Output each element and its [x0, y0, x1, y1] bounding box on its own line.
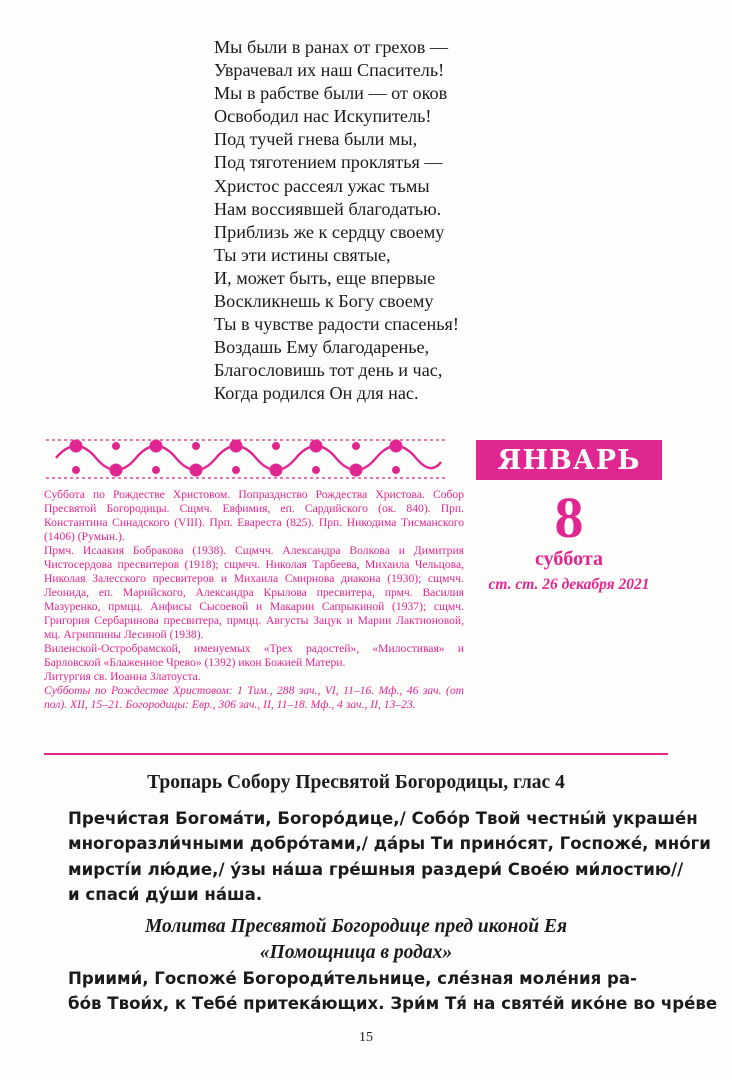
poem-line: Ты в чувстве радости спасенья! [214, 314, 459, 335]
page-number: 15 [359, 1030, 373, 1045]
old-style-date: ст. ст. 26 декабря 2021 [488, 576, 650, 593]
prayer-title-line: «Помощница в родах» [259, 942, 453, 963]
poem-line: Освободил нас Искупитель! [214, 106, 432, 127]
saints-paragraph: Прмч. Исаакия Бобракова (1938). Сщмчч. Александра Волкова и Димитрия Чистосердова пресвитеров (1918); сщмчч. Николая Тарбеева, Михаила Чельцова, Николая Залесского пресвитеров и Михаила Смирнова диакона (1930); сщмчч. Леонида, еп. Марийского, Александра Крылова пресвитера, прмч. Василия Мазуренко, прмцц. Анфисы Сысоевой и Макарии Сапрыкиной (1937); сщмч. Григория Сербаринова пресвитера, прмцц. Августы Зацук и Марии Лактионовой, мц. Агриппины Лесиной (1938). [44, 544, 464, 641]
poem-line: Приблизь же к сердцу своему [214, 221, 445, 242]
poem-line: Мы были в ранах от грехов — [214, 37, 449, 57]
saints-paragraph: Литургия св. Иоанна Златоуста. [44, 670, 201, 683]
day-number: 8 [554, 485, 584, 550]
poem-line: Мы в рабстве были — от оков [214, 83, 448, 104]
troparion-line: мирстíи лю́дие,/ у́зы на́ша гре́шныя раздери́ Своéю ми́лостию// [68, 859, 684, 879]
poem-line: Воздашь Ему благодаренье, [214, 337, 430, 358]
poem-line: Воскликнешь к Богу своему [214, 291, 434, 312]
poem-line: Уврачевал их наш Спаситель! [214, 60, 445, 81]
poem-line: Ты эти истины святые, [214, 244, 391, 265]
poem [214, 36, 574, 406]
troparion-line: Пречи́стая Богома́ти, Богоро́дице,/ Собо́р Твой честны́й украше́н [68, 809, 698, 828]
month-label: ЯНВАРЬ [476, 440, 662, 480]
prayer-line: Приими́, Госпоже́ Богороди́тельнице, слéзная молéния ра- [68, 969, 638, 988]
troparion-title: Тропарь Собору Пресвятой Богородицы, глас 4 [147, 772, 565, 793]
prayer-text [68, 966, 718, 1017]
poem-line: Под тучей гнева были мы, [214, 129, 418, 150]
prayer-line: бо́в Твои́х, к Тебе́ притека́ющих. Зри́м Тя́ на святе́й ико́не во чре́ве [68, 994, 718, 1014]
poem-line: Под тяготением проклятья — [214, 152, 443, 173]
saints-commemoration [44, 488, 464, 712]
saints-paragraph: Суббота по Рождестве Христовом. Попразднство Рождества Христова. Собор Пресвятой Богородицы. Сщмч. Евфимия, еп. Сардийского (ок. 840). Прп. Константина Синадского (VIII). Прп. Евареста (825). Прп. Никодима Тисманского (1406) (Румын.). [44, 488, 464, 543]
poem-line: И, может быть, еще впервые [214, 267, 436, 288]
weekday-label: суббота [535, 548, 603, 570]
prayer-title-line: Молитва Пресвятой Богородице пред иконой Ея [144, 916, 568, 937]
section-divider [44, 753, 668, 755]
poem-line: Благословишь тот день и час, [214, 360, 443, 381]
readings-paragraph: Субботы по Рождестве Христовом: 1 Тим., 288 зач., VI, 11–16. Мф., 46 зач. (от пол). XII, 15–21. Богородицы: Евр., 306 зач., II, 11–18. Мф., 4 зач., II, 13–23. [44, 684, 464, 711]
poem-line: Нам воссиявшей благодатью. [214, 198, 442, 219]
troparion-text [68, 806, 711, 908]
poem-line: Христос рассеял ужас тьмы [214, 175, 430, 196]
prayer-title [44, 914, 668, 966]
saints-paragraph: Виленской-Остробрамской, именуемых «Трех радостей», «Милостивая» и Барловской «Блаженное Чрево» (1392) икон Божией Матери. [44, 642, 464, 669]
troparion-line: многоразли́чными добро́тами,/ да́ры Ти прино́сят, Госпоже́, мно́ги [68, 834, 711, 854]
poem-line: Когда родился Он для нас. [214, 383, 419, 404]
troparion-line: и спаси́ ду́ши на́ша. [68, 885, 263, 905]
floral-ornament-icon [46, 432, 446, 484]
